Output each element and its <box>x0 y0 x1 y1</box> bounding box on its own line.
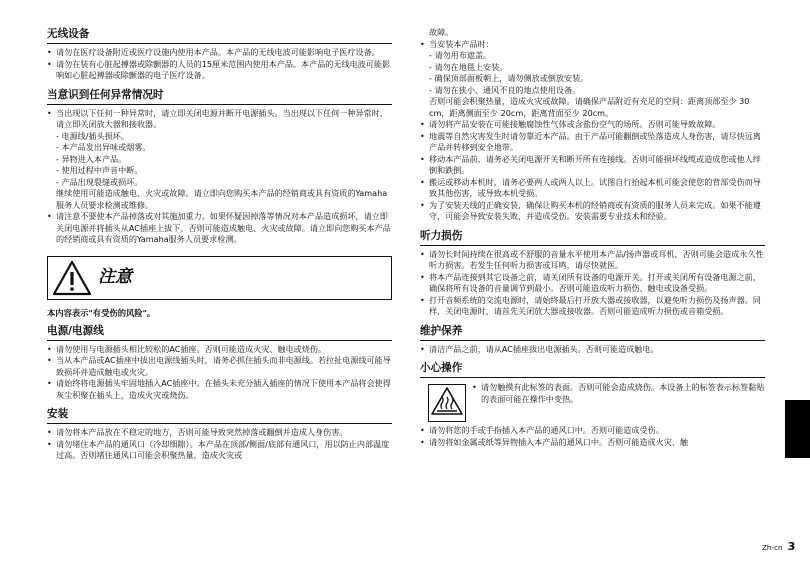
caution-banner <box>47 256 392 300</box>
list-item-tail: 否则可能会积聚热量，造成火灾或故障。请确保产品附近有充足的空间：距离顶部至少 30 cm，距离侧面至少 20cm，距离背面至少 20cm。 <box>429 96 750 118</box>
left-column <box>47 27 392 468</box>
language-code: Zh-cn <box>762 543 783 552</box>
list-item: • 请勿将本产品放在不稳定的地方，否则可能导致突然掉落或翻倒并造成人身伤害。 <box>47 427 392 439</box>
section-power <box>47 324 392 402</box>
sub-item: - 请勿用布遮盖。 <box>429 50 492 60</box>
list-item: • 为了安装天线的正确安装，确保让购买本机的经销商或有资质的服务人员来完成。如果不能遵守，可能会导致安装失败，并造成受伤。安装需要专业技术和经验。 <box>420 200 765 223</box>
list-item: • 请勿触摸有此标签的表面。否则可能会造成烧伤。本设备上的标签表示标签黏贴的表面可能在操作中变热。 <box>472 382 765 405</box>
right-column <box>420 27 765 454</box>
continued-text: 故障。 <box>429 27 454 37</box>
section-install <box>47 407 392 462</box>
page-footer <box>762 541 795 554</box>
list-item: • 将本产品连接到其它设备之前，请关闭所有设备的电源开关。打开或关闭所有设备电源之前，确保将所有设备的音量调节到最小。否则可能造成听力损伤、触电或设备受损。 <box>420 272 765 295</box>
section-maintenance <box>420 324 765 356</box>
section-handling <box>420 361 765 448</box>
section-hearing <box>420 229 765 318</box>
sub-item: - 使用过程中声音中断。 <box>56 165 143 175</box>
list-item: • 请勿长时间持续在很高或不舒服的音量水平使用本产品/扬声器或耳机，否则可能会造成永久性听力损害。若发生任何听力损害或耳鸣，请尽快就医。 <box>420 249 765 272</box>
list-item: • 请勿将如金属或纸等异物插入本产品的通风口中。否则可能造成火灾、触 <box>420 437 765 449</box>
list-item-lead: • 当出现以下任何一种异常时，请立即关闭电源并断开电源插头。当出现以下任何一种异常时，请立即关闭放大器和接收器。 <box>56 107 388 129</box>
list-item: • 请勿使用与电源插头相比较松的AC插座。否则可能造成火灾、触电或烧伤。 <box>47 344 392 356</box>
sub-item: - 本产品发出异味或烟雾。 <box>56 142 151 152</box>
section-wireless <box>47 27 392 82</box>
list-item: • 请始终将电源插头牢固地插入AC插座中。在插头未充分插入插座的情况下使用本产品将会使得灰尘积聚在插头上，造成火灾或烧伤。 <box>47 378 392 401</box>
caution-note: 本内容表示"有受伤的风险"。 <box>47 307 156 318</box>
list-item: • 当从本产品或AC插座中拔出电源线插头时，请务必抓住插头而非电源线。若拉扯电源线可能导致损坏并造成触电或火灾。 <box>47 355 392 378</box>
section-title-install: 安装 <box>47 407 392 424</box>
sub-item: - 异物进入本产品。 <box>56 153 127 164</box>
list-item <box>420 39 765 120</box>
section-title-maintenance: 维护保养 <box>420 324 765 341</box>
page-number: 3 <box>787 540 796 553</box>
list-item: • 地震等自然灾害发生时请勿靠近本产品。由于产品可能翻倒或坠落造成人身伤害，请尽快远离产品并转移到安全地带。 <box>420 131 765 154</box>
section-title-hearing: 听力损伤 <box>420 229 765 246</box>
section-title-wireless: 无线设备 <box>47 27 392 44</box>
sub-item: - 确保顶部面板朝上，请勿侧放或倒放安装。 <box>429 73 589 83</box>
hot-surface-row <box>420 382 765 422</box>
caution-heading: 注意 <box>98 266 132 287</box>
list-item: • 清洁产品之前，请从AC插座拔出电源插头。否则可能造成触电。 <box>420 344 765 356</box>
warning-triangle-icon <box>52 260 92 296</box>
list-item: • 打开音频系统的交流电源时，请始终最后打开放大器或接收器，以避免听力损伤及扬声器。同样，关闭电源时，请首先关闭放大器或接收器。否则可能造成听力损伤或音箱受损。 <box>420 295 765 318</box>
sub-item: - 请勿在狭小、通风不良的地点使用设备。 <box>429 84 581 95</box>
list-item: • 请勿将产品安装在可能接触腐蚀性气体或含盐份空气的场所。否则可能导致故障。 <box>420 119 765 131</box>
section-install-continued <box>420 27 765 223</box>
list-item: • 移动本产品前，请务必关闭电源开关和断开所有连接线。否则可能损坏线缆或造成您或他人绊倒和跌倒。 <box>420 154 765 177</box>
list-item: • 请注意不要使本产品掉落或对其施加重力。如果怀疑因掉落等情况对本产品造成损坏，请立即关闭电源并将插头从AC插座上拔下。否则可能造成触电、火灾或故障。请立即向您购买本产品的经销商或具有资质的Yamaha服务人员要求检测。 <box>47 211 392 246</box>
list-item: • 请勿将您的手或手指插入本产品的通风口中。否则可能造成受伤。 <box>420 425 765 437</box>
sub-item: - 产品出现裂缝或损坏。 <box>56 176 143 187</box>
list-item: • 请勿堵住本产品的通风口（冷却细隙）。本产品在顶部/侧面/底部有通风口，用以防止内部温度过高。否则堵住通风口可能会积聚热量，造成火灾或 <box>47 439 392 462</box>
list-item <box>47 108 392 212</box>
section-title-abnormal: 当意识到任何异常情况时 <box>47 88 392 105</box>
section-title-power: 电源/电源线 <box>47 324 392 341</box>
list-item: • 搬运或移动本机时，请务必要两人或两人以上。试图自行抬起本机可能会使您的背部受伤而导致其他伤害，或导致本机受损。 <box>420 177 765 200</box>
sub-item: - 电源线/插头损坏。 <box>56 130 129 141</box>
hot-surface-icon <box>428 384 466 422</box>
list-item-lead: • 当安装本产品时： <box>429 38 494 49</box>
list-item-tail: 继续使用可能造成触电、火灾或故障。请立即向您购买本产品的经销商或具有资质的Yamaha服务人员要求检测或维修。 <box>56 188 388 210</box>
section-abnormal <box>47 88 392 246</box>
chapter-tab-marker <box>785 400 810 458</box>
sub-item: - 请勿在地毯上安装。 <box>429 61 508 72</box>
list-item: • 请勿在装有心脏起搏器或除颤器的人员的15厘米范围内使用本产品。本产品的无线电波可能影响如心脏起搏器或除颤器的电子医疗设备。 <box>47 59 392 82</box>
section-title-handling: 小心操作 <box>420 361 765 378</box>
list-item: • 请勿在医疗设备附近或医疗设施内使用本产品。本产品的无线电波可能影响电子医疗设备。 <box>47 47 392 59</box>
